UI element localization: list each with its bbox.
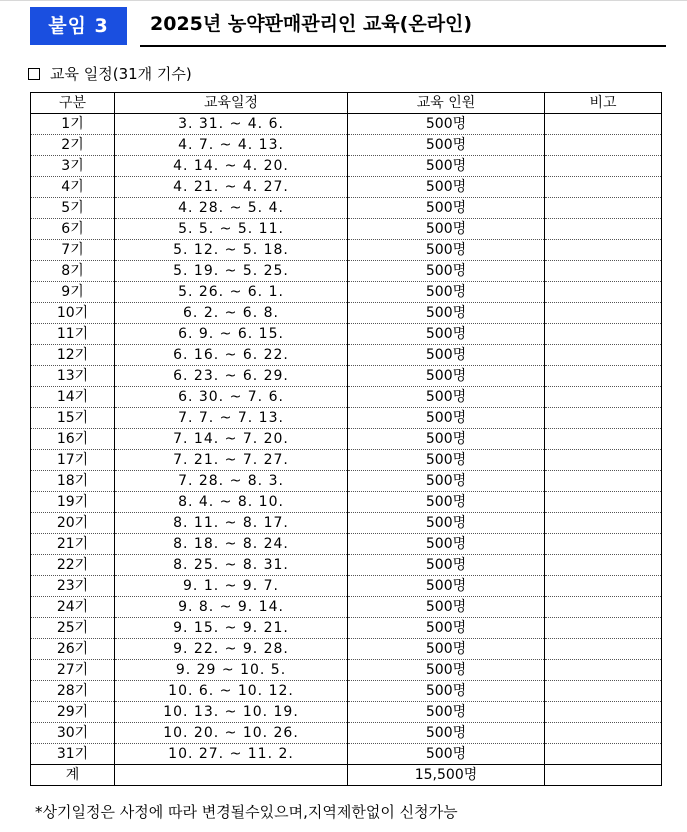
cell-people: 500명: [348, 534, 545, 555]
table-row: [31, 723, 662, 744]
cell-cohort: 17기: [31, 450, 115, 471]
cell-people: 500명: [348, 177, 545, 198]
table-row: [31, 408, 662, 429]
cell-note: [545, 345, 662, 366]
checkbox-icon: [28, 68, 40, 80]
table-total-row: [31, 765, 662, 786]
cell-people: 500명: [348, 513, 545, 534]
cell-note: [545, 576, 662, 597]
cell-note: [545, 114, 662, 135]
cell-dates: 7. 21. ~ 7. 27.: [115, 450, 348, 471]
cell-cohort: 25기: [31, 618, 115, 639]
cell-note: [545, 660, 662, 681]
cell-dates: 5. 12. ~ 5. 18.: [115, 240, 348, 261]
cell-cohort: 2기: [31, 135, 115, 156]
cell-cohort: 1기: [31, 114, 115, 135]
header-cohort: 구분: [31, 93, 115, 114]
cell-people: 500명: [348, 282, 545, 303]
cell-dates: 6. 9. ~ 6. 15.: [115, 324, 348, 345]
cell-cohort: 19기: [31, 492, 115, 513]
cell-note: [545, 534, 662, 555]
total-note: [545, 765, 662, 786]
cell-note: [545, 429, 662, 450]
cell-people: 500명: [348, 261, 545, 282]
cell-dates: 9. 29 ~ 10. 5.: [115, 660, 348, 681]
cell-dates: 7. 28. ~ 8. 3.: [115, 471, 348, 492]
table-row: [31, 324, 662, 345]
table-row: [31, 618, 662, 639]
cell-dates: 6. 16. ~ 6. 22.: [115, 345, 348, 366]
table-row: [31, 660, 662, 681]
cell-dates: 10. 20. ~ 10. 26.: [115, 723, 348, 744]
cell-people: 500명: [348, 597, 545, 618]
cell-note: [545, 639, 662, 660]
table-row: [31, 261, 662, 282]
cell-people: 500명: [348, 639, 545, 660]
cell-note: [545, 471, 662, 492]
cell-dates: 9. 22. ~ 9. 28.: [115, 639, 348, 660]
cell-cohort: 9기: [31, 282, 115, 303]
table-row: [31, 114, 662, 135]
cell-people: 500명: [348, 324, 545, 345]
cell-cohort: 31기: [31, 744, 115, 765]
cell-note: [545, 513, 662, 534]
cell-dates: 5. 19. ~ 5. 25.: [115, 261, 348, 282]
cell-cohort: 27기: [31, 660, 115, 681]
cell-cohort: 13기: [31, 366, 115, 387]
cell-people: 500명: [348, 681, 545, 702]
cell-note: [545, 597, 662, 618]
cell-dates: 6. 30. ~ 7. 6.: [115, 387, 348, 408]
top-border-line: [0, 0, 687, 1]
cell-people: 500명: [348, 198, 545, 219]
cell-dates: 4. 7. ~ 4. 13.: [115, 135, 348, 156]
cell-cohort: 3기: [31, 156, 115, 177]
title-underline: [140, 45, 666, 47]
cell-cohort: 15기: [31, 408, 115, 429]
header-schedule: 교육일정: [115, 93, 348, 114]
cell-note: [545, 702, 662, 723]
cell-people: 500명: [348, 744, 545, 765]
table-row: [31, 450, 662, 471]
cell-note: [545, 135, 662, 156]
cell-note: [545, 156, 662, 177]
cell-people: 500명: [348, 345, 545, 366]
cell-dates: 9. 8. ~ 9. 14.: [115, 597, 348, 618]
cell-people: 500명: [348, 450, 545, 471]
cell-note: [545, 303, 662, 324]
cell-dates: 6. 2. ~ 6. 8.: [115, 303, 348, 324]
table-row: [31, 198, 662, 219]
cell-dates: 4. 21. ~ 4. 27.: [115, 177, 348, 198]
cell-people: 500명: [348, 303, 545, 324]
table-row: [31, 429, 662, 450]
cell-note: [545, 324, 662, 345]
cell-cohort: 10기: [31, 303, 115, 324]
cell-dates: 7. 7. ~ 7. 13.: [115, 408, 348, 429]
table-row: [31, 471, 662, 492]
table-row: [31, 156, 662, 177]
cell-dates: 4. 28. ~ 5. 4.: [115, 198, 348, 219]
table-row: [31, 576, 662, 597]
attachment-badge: 붙임 3: [30, 7, 127, 45]
cell-people: 500명: [348, 471, 545, 492]
cell-note: [545, 177, 662, 198]
table-row: [31, 513, 662, 534]
cell-cohort: 16기: [31, 429, 115, 450]
cell-cohort: 18기: [31, 471, 115, 492]
cell-dates: 4. 14. ~ 4. 20.: [115, 156, 348, 177]
cell-people: 500명: [348, 240, 545, 261]
table-row: [31, 219, 662, 240]
cell-note: [545, 261, 662, 282]
cell-dates: 5. 26. ~ 6. 1.: [115, 282, 348, 303]
cell-note: [545, 450, 662, 471]
table-row: [31, 366, 662, 387]
cell-dates: 10. 27. ~ 11. 2.: [115, 744, 348, 765]
header-note: 비고: [545, 93, 662, 114]
cell-dates: 9. 1. ~ 9. 7.: [115, 576, 348, 597]
cell-note: [545, 618, 662, 639]
cell-dates: 8. 25. ~ 8. 31.: [115, 555, 348, 576]
table-row: [31, 702, 662, 723]
cell-note: [545, 744, 662, 765]
section-title: 교육 일정(31개 기수): [50, 65, 192, 83]
cell-cohort: 14기: [31, 387, 115, 408]
section-heading: [28, 62, 192, 86]
table-row: [31, 345, 662, 366]
cell-people: 500명: [348, 429, 545, 450]
total-dates: [115, 765, 348, 786]
table-row: [31, 135, 662, 156]
cell-dates: 8. 18. ~ 8. 24.: [115, 534, 348, 555]
cell-note: [545, 240, 662, 261]
cell-people: 500명: [348, 660, 545, 681]
cell-cohort: 6기: [31, 219, 115, 240]
cell-note: [545, 492, 662, 513]
cell-people: 500명: [348, 114, 545, 135]
footnote: *상기일정은 사정에 따라 변경될수있으며,지역제한없이 신청가능: [35, 803, 458, 821]
table-row: [31, 240, 662, 261]
cell-people: 500명: [348, 156, 545, 177]
cell-cohort: 23기: [31, 576, 115, 597]
cell-people: 500명: [348, 618, 545, 639]
cell-cohort: 22기: [31, 555, 115, 576]
header-people: 교육 인원: [348, 93, 545, 114]
cell-people: 500명: [348, 702, 545, 723]
cell-cohort: 30기: [31, 723, 115, 744]
cell-cohort: 8기: [31, 261, 115, 282]
cell-note: [545, 387, 662, 408]
cell-dates: 5. 5. ~ 5. 11.: [115, 219, 348, 240]
cell-people: 500명: [348, 219, 545, 240]
table-row: [31, 177, 662, 198]
table-row: [31, 555, 662, 576]
cell-cohort: 11기: [31, 324, 115, 345]
cell-dates: 10. 6. ~ 10. 12.: [115, 681, 348, 702]
table-row: [31, 639, 662, 660]
total-people: 15,500명: [348, 765, 545, 786]
cell-note: [545, 219, 662, 240]
cell-cohort: 21기: [31, 534, 115, 555]
cell-cohort: 29기: [31, 702, 115, 723]
cell-dates: 8. 11. ~ 8. 17.: [115, 513, 348, 534]
cell-people: 500명: [348, 576, 545, 597]
cell-cohort: 28기: [31, 681, 115, 702]
cell-cohort: 26기: [31, 639, 115, 660]
cell-cohort: 7기: [31, 240, 115, 261]
cell-people: 500명: [348, 387, 545, 408]
cell-note: [545, 555, 662, 576]
cell-dates: 9. 15. ~ 9. 21.: [115, 618, 348, 639]
table-header-row: [31, 93, 662, 114]
cell-note: [545, 198, 662, 219]
cell-people: 500명: [348, 408, 545, 429]
table-row: [31, 282, 662, 303]
cell-note: [545, 681, 662, 702]
table-row: [31, 534, 662, 555]
cell-dates: 10. 13. ~ 10. 19.: [115, 702, 348, 723]
cell-dates: 7. 14. ~ 7. 20.: [115, 429, 348, 450]
cell-note: [545, 723, 662, 744]
schedule-table: [30, 92, 662, 786]
cell-cohort: 20기: [31, 513, 115, 534]
table-row: [31, 744, 662, 765]
page-title: 2025년 농약판매관리인 교육(온라인): [150, 13, 473, 35]
cell-dates: 8. 4. ~ 8. 10.: [115, 492, 348, 513]
table-row: [31, 681, 662, 702]
cell-note: [545, 282, 662, 303]
cell-people: 500명: [348, 366, 545, 387]
cell-dates: 6. 23. ~ 6. 29.: [115, 366, 348, 387]
total-label: 계: [31, 765, 115, 786]
cell-note: [545, 408, 662, 429]
cell-cohort: 5기: [31, 198, 115, 219]
cell-people: 500명: [348, 555, 545, 576]
cell-cohort: 24기: [31, 597, 115, 618]
cell-people: 500명: [348, 723, 545, 744]
cell-people: 500명: [348, 492, 545, 513]
cell-cohort: 12기: [31, 345, 115, 366]
cell-people: 500명: [348, 135, 545, 156]
table-row: [31, 387, 662, 408]
table-row: [31, 303, 662, 324]
table-row: [31, 597, 662, 618]
cell-dates: 3. 31. ~ 4. 6.: [115, 114, 348, 135]
cell-note: [545, 366, 662, 387]
table-row: [31, 492, 662, 513]
cell-cohort: 4기: [31, 177, 115, 198]
